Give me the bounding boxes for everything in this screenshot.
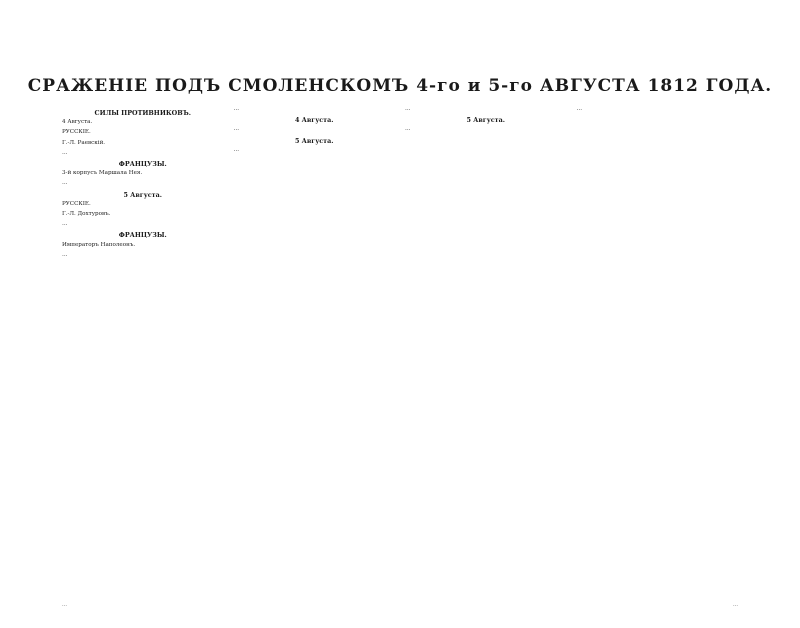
paragraph: … — [233, 106, 240, 112]
column-4 — [577, 106, 739, 600]
paragraph: 3-й корпусъ Маршала Нея. — [62, 170, 143, 177]
column-2 — [234, 106, 396, 600]
section-heading: СИЛЫ ПРОТИВНИКОВЪ. — [94, 109, 191, 117]
paragraph: … — [62, 221, 68, 228]
text-columns — [62, 106, 738, 600]
section-heading: 5 Августа. — [294, 136, 334, 145]
section-heading: 5 Августа. — [466, 116, 506, 125]
footer — [62, 602, 738, 608]
column-3 — [405, 106, 567, 600]
paragraph: … — [576, 106, 583, 112]
paragraph: … — [405, 126, 411, 133]
column-1 — [62, 106, 224, 600]
section-heading: 5 Августа. — [123, 190, 163, 199]
paragraph: 4 Августа. — [62, 119, 93, 126]
section-heading: 4 Августа. — [294, 116, 334, 125]
paragraph: РУССКІЕ. — [62, 200, 91, 207]
paragraph: Императоръ Наполеонъ. — [62, 241, 136, 248]
paragraph: РУССКІЕ. — [62, 129, 91, 136]
paragraph: … — [233, 146, 240, 153]
paragraph: … — [233, 126, 240, 133]
document-title: СРАЖЕНІЕ ПОДЪ СМОЛЕНСКОМЪ 4-го и 5-го АВГУСТА 1812 ГОДА. — [27, 76, 773, 96]
footer-left: … — [62, 602, 67, 608]
paragraph: … — [405, 106, 411, 112]
paragraph: … — [62, 251, 68, 258]
section-heading: ФРАНЦУЗЫ. — [118, 231, 167, 240]
paragraph: Г.-Л. Дохтуровъ. — [62, 211, 111, 218]
section-heading: ФРАНЦУЗЫ. — [118, 160, 167, 169]
paragraph: … — [62, 180, 68, 187]
paragraph: Г.-Л. Раевскій. — [62, 139, 106, 146]
footer-right: … — [733, 602, 738, 608]
paragraph: … — [62, 149, 68, 156]
